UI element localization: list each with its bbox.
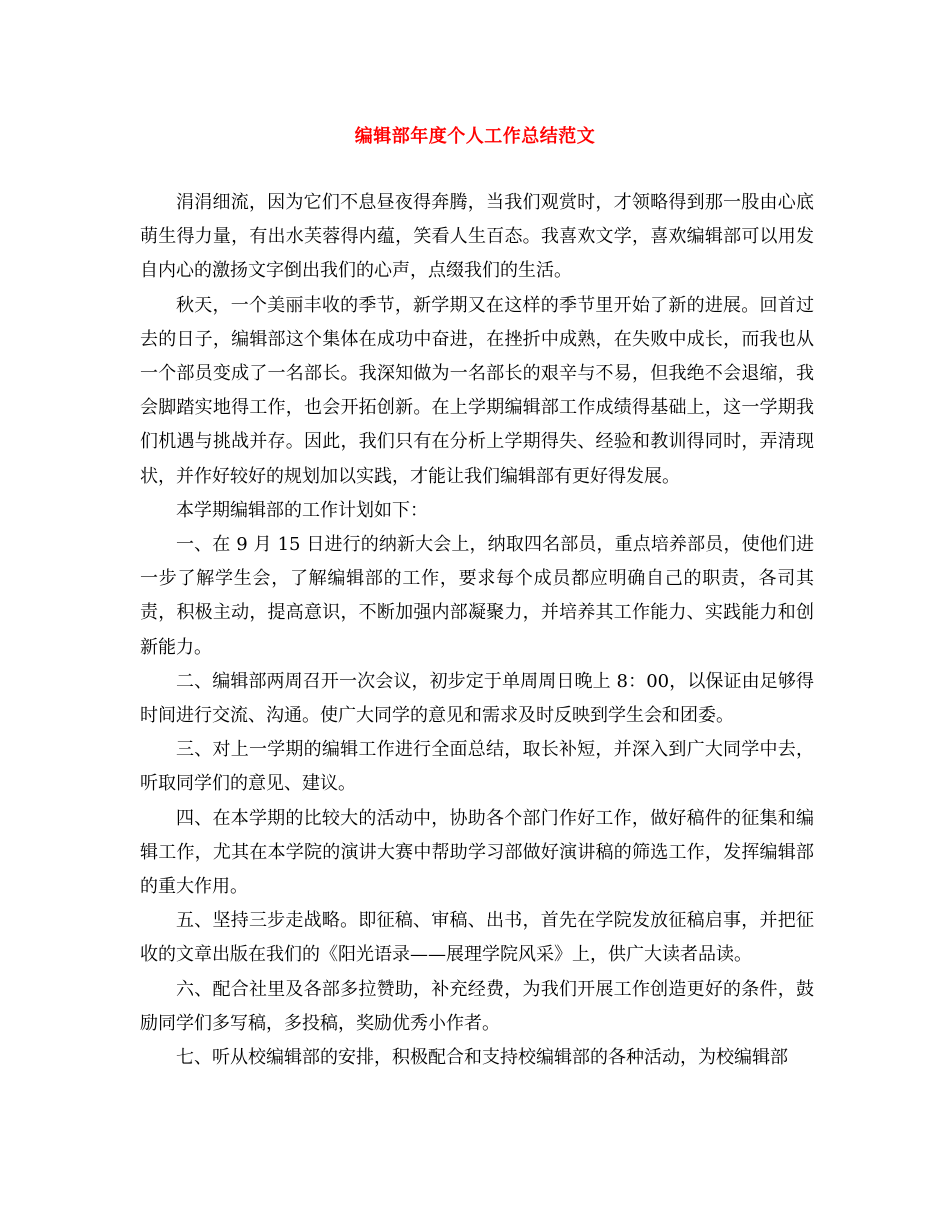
paragraph: 二、编辑部两周召开一次会议，初步定于单周周日晚上 8：00，以保证由足够得时间进行交流、沟通。使广大同学的意见和需求及时反映到学生会和团委。 [140,670,814,727]
paragraph: 六、配合社里及各部多拉赞助，补充经费，为我们开展工作创造更好的条件，鼓励同学们多写稿，多投稿，奖励优秀小作者。 [140,978,814,1034]
document-title: 编辑部年度个人工作总结范文 [354,126,596,147]
paragraph: 五、坚持三步走战略。即征稿、审稿、出书，首先在学院发放征稿启事，并把征收的文章出版在我们的《阳光语录——展理学院风采》上，供广大读者品读。 [140,910,814,966]
paragraph: 七、听从校编辑部的安排，积极配合和支持校编辑部的各种活动，为校编辑部 [176,1047,788,1069]
paragraph: 秋天，一个美丽丰收的季节，新学期又在这样的季节里开始了新的进展。回首过去的日子，编辑部这个集体在成功中奋进，在挫折中成熟，在失败中成长，而我也从一个部员变成了一名部长。我深知做为一名部长的艰辛与不易，但我绝不会退缩，我会脚踏实地得工作，也会开拓创新。在上学期编辑部工作成绩得基础上，这一学期我们机遇与挑战并存。因此，我们只有在分析上学期得失、经验和教训得同时，弄清现状，并作好较好的规划加以实践，才能让我们编辑部有更好得发展。 [140,294,814,487]
paragraph: 一、在 9 月 15 日进行的纳新大会上，纳取四名部员，重点培养部员，使他们进一步了解学生会，了解编辑部的工作，要求每个成员都应明确自己的职责，各司其责，积极主动，提高意识，不断加强内部凝聚力，并培养其工作能力、实践能力和创新能力。 [140,534,814,658]
paragraph: 四、在本学期的比较大的活动中，协助各个部门作好工作，做好稿件的征集和编辑工作，尤其在本学院的演讲大赛中帮助学习部做好演讲稿的筛选工作，发挥编辑部的重大作用。 [140,807,814,898]
document-body [140,186,814,1075]
paragraph: 三、对上一学期的编辑工作进行全面总结，取长补短，并深入到广大同学中去，听取同学们的意见、建议。 [140,739,814,795]
paragraph: 涓涓细流，因为它们不息昼夜得奔腾，当我们观赏时，才领略得到那一股由心底萌生得力量，有出水芙蓉得内蕴，笑看人生百态。我喜欢文学，喜欢编辑部可以用发自内心的激扬文字倒出我们的心声，点缀我们的生活。 [140,192,814,282]
paragraph: 本学期编辑部的工作计划如下： [176,499,428,521]
